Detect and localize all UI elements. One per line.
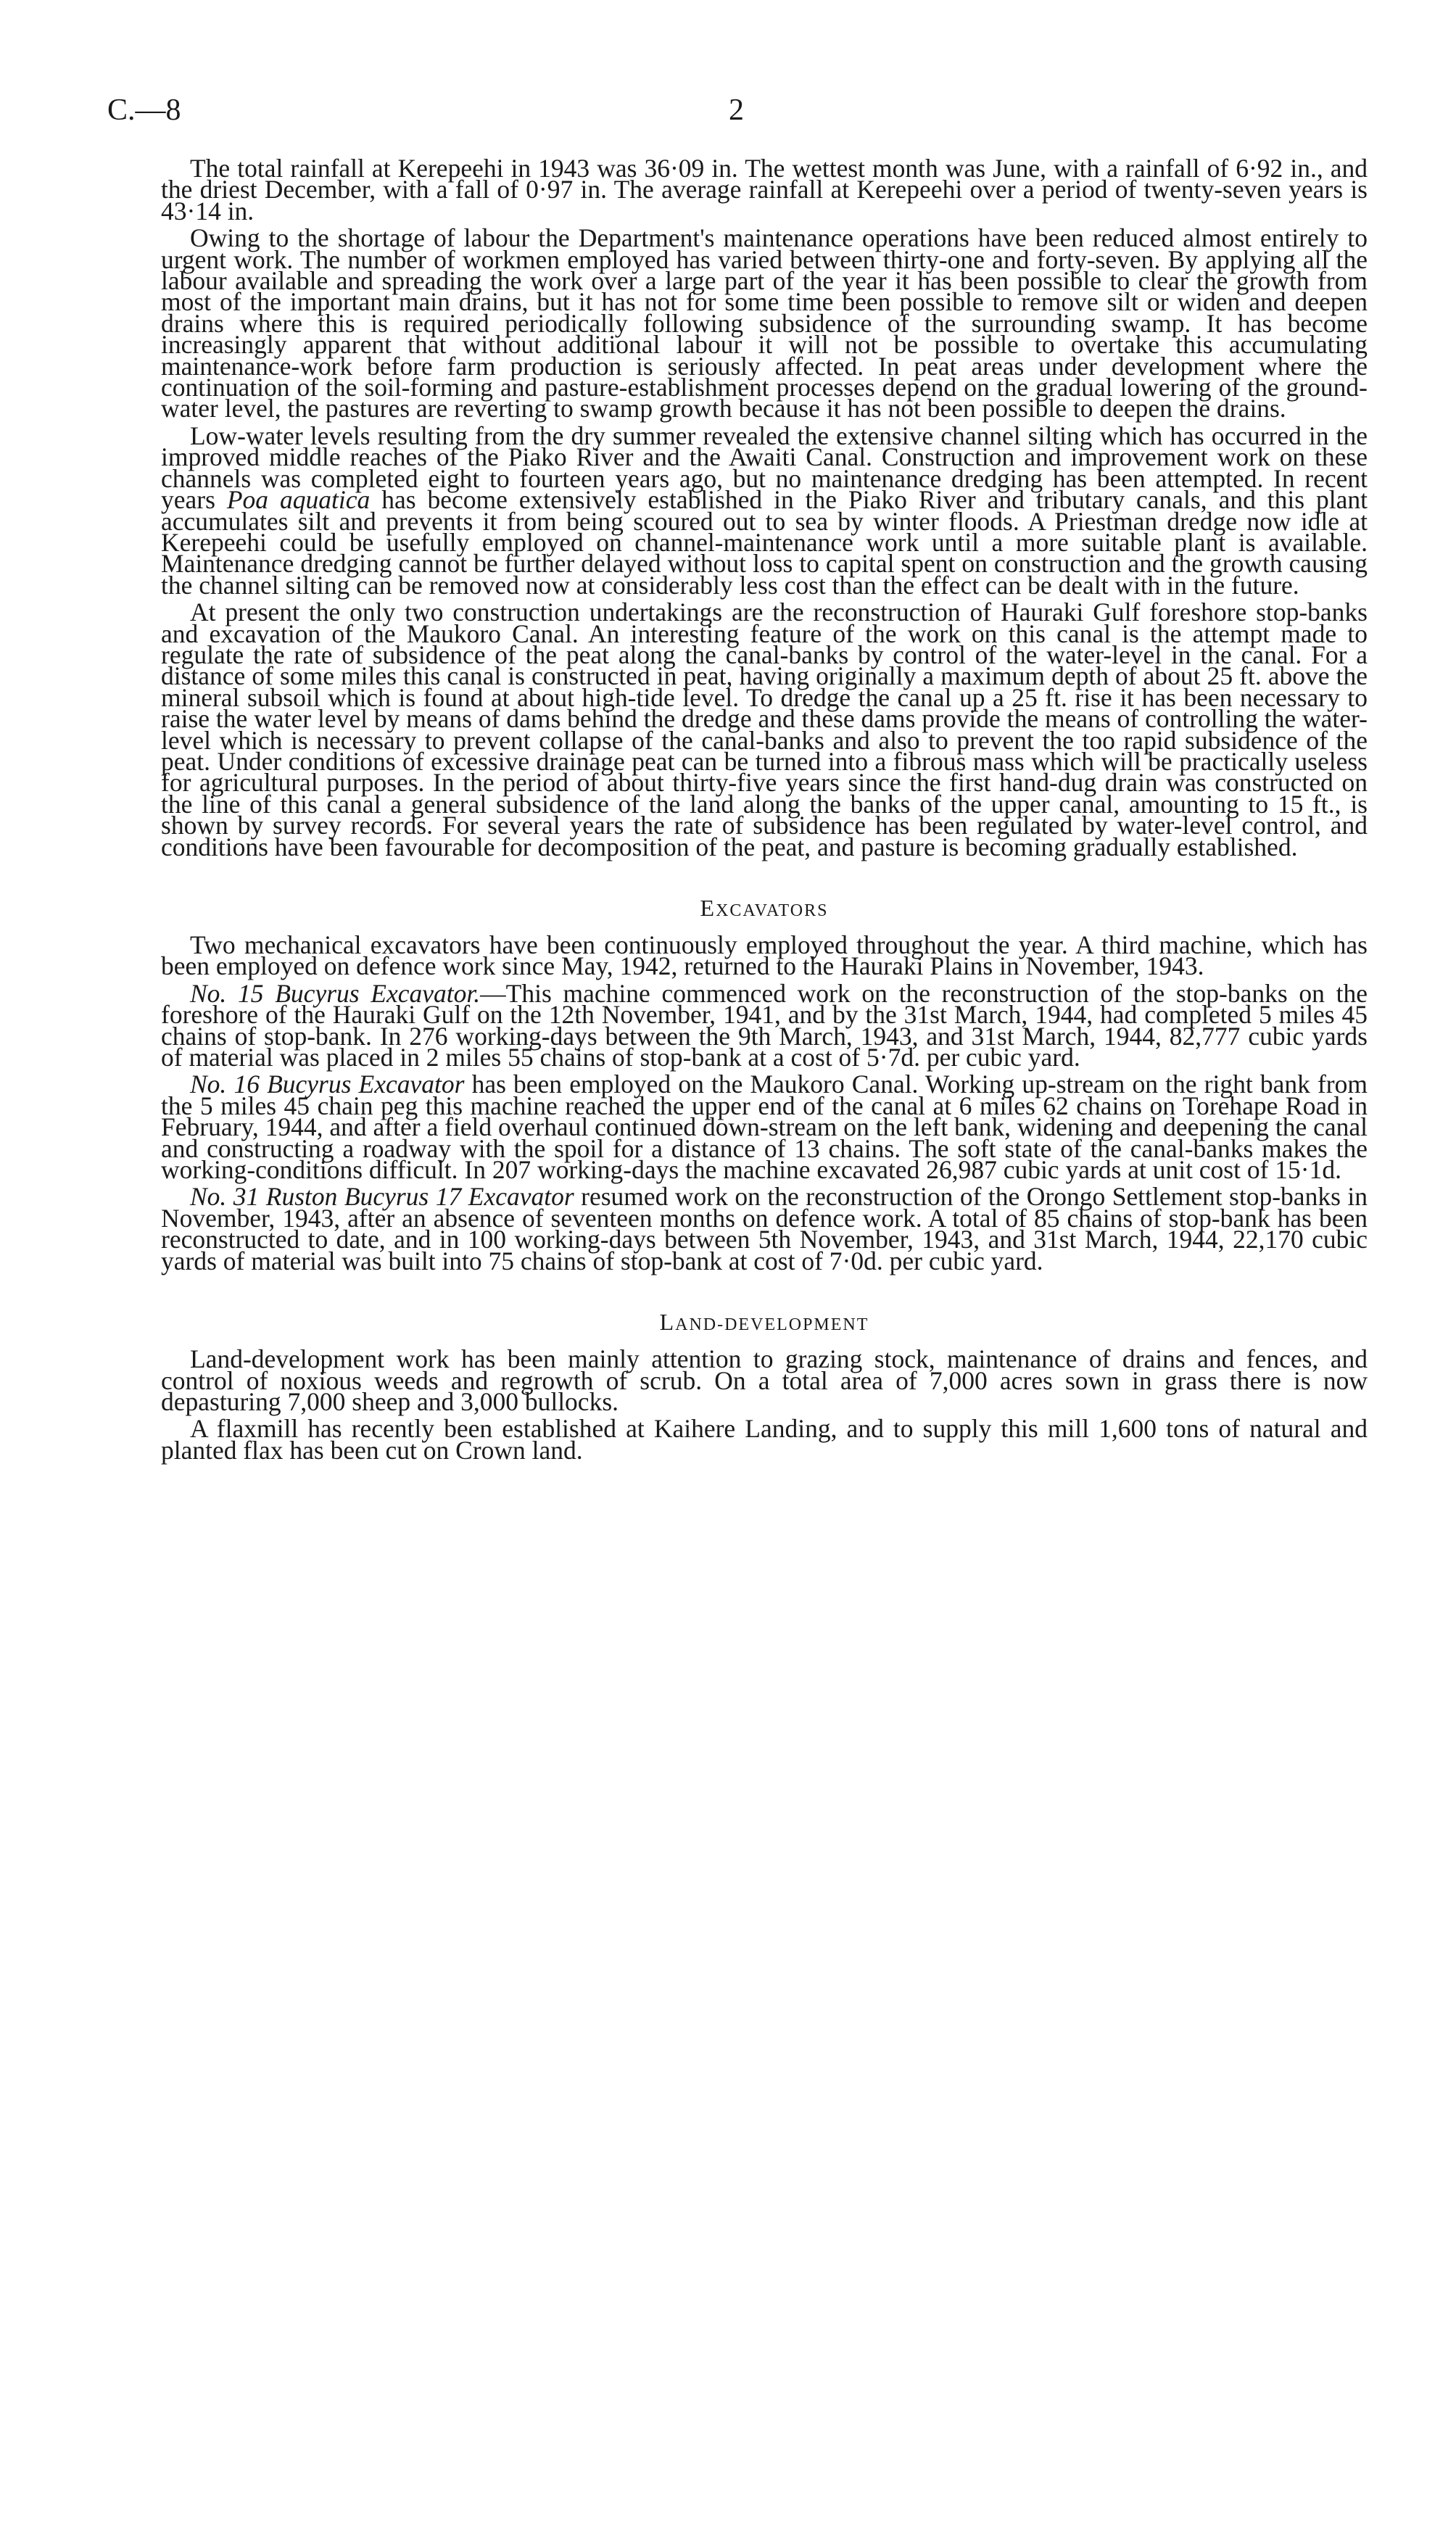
heading-rest: AND-DEVELOPMENT xyxy=(675,1315,869,1335)
species-name: Poa aquatica xyxy=(226,485,371,515)
paragraph-land-development: Land-development work has been mainly attention to grazing stock, maintenance of drains and fences, and control of noxious weeds and regrowth of scrub. On a total area of 7,000 acres sown in grass there is now depasturing 7,000 sheep and 3,000 bullocks. xyxy=(161,1344,1368,1416)
paragraph-text: has been employed on the Maukoro Canal. Working up-stream on the right bank from the 5 miles 45 chain peg this machine reached the upper end of the canal at 6 miles 62 chains on Torehape Road in February, 1944, and after a field overhaul continued down-stream on the left bank, widening and deepening the canal and constructing a roadway with the spoil for a distance of 13 chains. The soft state of the canal-banks makes the working-conditions difficult. In 207 working-days the machine excavated 26,987 cubic yards at unit cost of 15·1d. xyxy=(161,1070,1368,1185)
paragraph-text: Low-water levels resulting from the dry summer revealed the extensive channel silting which has occurred in the improved middle reaches of the Piako River and the Awaiti Canal. Construction and improvement work on these channels was completed eight to fourteen years ago, but no maintenance dredging has been attempted. In recent years xyxy=(161,421,1368,515)
section-heading-excavators xyxy=(161,897,1368,922)
paragraph-flaxmill: A flaxmill has recently been established at Kaihere Landing, and to supply this mill 1,600 tons of natural and planted flax has been cut on Crown land. xyxy=(161,1414,1368,1465)
heading-initial: L xyxy=(659,1309,676,1336)
paragraph-excavator-15 xyxy=(161,978,1368,1072)
document-reference: C.—8 xyxy=(107,94,181,127)
paragraph-rainfall: The total rainfall at Kerepeehi in 1943 was 36·09 in. The wettest month was June, with a rainfall of 6·92 in., and the driest December, with a fall of 0·97 in. The average rainfall at Kerepeehi over a period of twenty-seven years is 43·14 in. xyxy=(161,154,1368,226)
paragraph-excavators-intro: Two mechanical excavators have been continuously employed throughout the year. A third machine, which has been employed on defence work since May, 1942, returned to the Hauraki Plains in November, 1943. xyxy=(161,930,1368,981)
page-body xyxy=(161,154,1368,1467)
machine-name: No. 15 Bucyrus Excavator. xyxy=(190,978,481,1008)
paragraph-construction: At present the only two construction undertakings are the reconstruction of Hauraki Gulf foreshore stop-banks and excavation of the Maukoro Canal. An interesting feature of the work on this canal is the attempt made to regulate the rate of subsidence of the peat along the canal-banks by control of the water-level in the canal. For a distance of some miles this canal is constructed in peat, having originally a maximum depth of about 25 ft. above the mineral subsoil which is found at about high-tide level. To dredge the canal up a 25 ft. rise it has been necessary to raise the water level by means of dams behind the dredge and these dams provide the means of controlling the water-level which is necessary to prevent collapse of the canal-banks and also to prevent the too rapid subsidence of the peat. Under conditions of excessive drainage peat can be turned into a fibrous mass which will be practically useless for agricultural purposes. In the period of about thirty-five years since the first hand-dug drain was constructed on the line of this canal a general subsidence of the land along the banks of the upper canal, amounting to 15 ft., is shown by survey records. For several years the rate of subsidence has been regulated by water-level control, and conditions have been favourable for decomposition of the peat, and pasture is becoming gradually established. xyxy=(161,597,1368,861)
machine-name: No. 31 Ruston Bucyrus 17 Excavator xyxy=(190,1182,574,1212)
paragraph-channel-silting xyxy=(161,421,1368,600)
machine-name: No. 16 Bucyrus Excavator xyxy=(190,1070,465,1099)
paragraph-excavator-16 xyxy=(161,1070,1368,1185)
paragraph-text: resumed work on the reconstruction of the Orongo Settlement stop-banks in November, 1943, after an absence of seventeen months on defence work. A total of 85 chains of stop-bank has been reconstructed to date, and in 100 working-days between 5th November, 1943, and 31st March, 1944, 22,170 cubic yards of material was built into 75 chains of stop-bank at cost of 7·0d. per cubic yard. xyxy=(161,1182,1368,1275)
paragraph-text: —This machine commenced work on the reconstruction of the stop-banks on the foreshore of the Hauraki Gulf on the 12th November, 1941, and by the 31st March, 1944, had completed 5 miles 45 chains of stop-bank. In 276 working-days between the 9th March, 1943, and 31st March, 1944, 82,777 cubic yards of material was placed in 2 miles 55 chains of stop-bank at a cost of 5·7d. per cubic yard. xyxy=(161,978,1368,1072)
paragraph-excavator-31 xyxy=(161,1182,1368,1275)
page-number: 2 xyxy=(729,94,744,127)
heading-rest: XCAVATORS xyxy=(716,901,829,920)
section-heading-land-development xyxy=(161,1311,1368,1336)
paragraph-text: has become extensively established in the Piako River and tributary canals, and this plant accumulates silt and prevents it from being scoured out to sea by winter floods. A Priestman dredge now idle at Kerepeehi could be usefully employed on channel-maintenance work until a more suitable plant is available. Maintenance dredging cannot be further delayed without loss to capital spent on construction and the growth causing the channel silting can be removed now at considerably less cost than the effect can be dealt with in the future. xyxy=(161,485,1368,600)
heading-initial: E xyxy=(700,895,716,921)
paragraph-labour-shortage: Owing to the shortage of labour the Department's maintenance operations have been reduced almost entirely to urgent work. The number of workmen employed has varied between thirty-one and forty-seven. By applying all the labour available and spreading the work over a large part of the year it has been possible to clear the growth from most of the important main drains, but it has not for some time been possible to remove silt or widen and deepen drains where this is required periodically following subsidence of the surrounding swamp. It has become increasingly apparent that without additional labour it will not be possible to overtake this accumulating maintenance-work before farm production is seriously affected. In peat areas under development where the continuation of the soil-forming and pasture-establishment processes depend on the gradual lowering of the ground-water level, the pastures are reverting to swamp growth because it has not been possible to deepen the drains. xyxy=(161,223,1368,423)
page-header xyxy=(0,93,1456,136)
